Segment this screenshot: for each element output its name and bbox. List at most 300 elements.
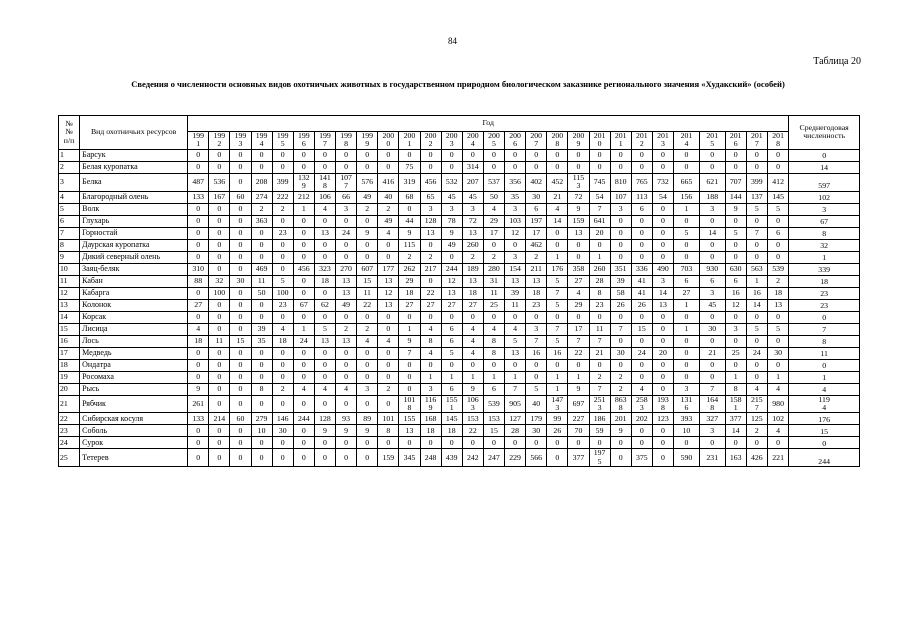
year-value: 1 [293,203,314,215]
year-value: 13 [441,287,462,299]
year-value: 0 [188,203,209,215]
year-value: 327 [699,413,725,425]
year-value: 1 [505,371,526,383]
year-value: 0 [652,215,673,227]
year-value: 377 [725,413,746,425]
year-value: 0 [378,437,399,449]
year-value: 0 [674,149,700,161]
year-value: 30 [767,347,788,359]
year-value: 0 [336,359,357,371]
year-value: 0 [293,215,314,227]
year-value: 563 [746,263,767,275]
year-value: 0 [293,227,314,239]
year-value: 153 [462,413,483,425]
year-value: 0 [547,227,568,239]
year-value: 27 [462,299,483,311]
year-value: 93 [336,413,357,425]
row-number: 21 [59,395,80,413]
year-value: 399 [272,173,293,191]
year-value: 0 [293,251,314,263]
year-value: 0 [746,359,767,371]
year-value: 30 [272,425,293,437]
year-value: 0 [188,287,209,299]
year-value: 9 [610,425,631,437]
year-value: 732 [652,173,673,191]
year-value: 16 [547,347,568,359]
year-value: 72 [462,215,483,227]
year-value: 0 [526,311,547,323]
year-value: 107 7 [336,173,357,191]
year-value: 75 [399,161,420,173]
year-value: 2 [526,251,547,263]
year-value: 0 [399,311,420,323]
year-value: 0 [699,239,725,251]
year-value: 1 [547,371,568,383]
year-value: 621 [699,173,725,191]
year-value: 469 [251,263,272,275]
year-value: 18 [767,287,788,299]
year-value: 9 [188,383,209,395]
year-value: 4 [293,383,314,395]
year-value: 0 [251,161,272,173]
year-value: 30 [230,275,251,287]
year-value: 0 [336,437,357,449]
year-value: 0 [314,161,335,173]
year-value: 9 [399,335,420,347]
year-value: 0 [357,371,378,383]
year-value: 0 [652,359,673,371]
year-value: 0 [209,203,230,215]
year-value: 0 [610,335,631,347]
year-value: 14 [652,287,673,299]
year-value: 0 [699,371,725,383]
year-value: 101 [378,413,399,425]
year-value: 0 [314,371,335,383]
year-value: 0 [314,437,335,449]
average-value: 18 [789,275,860,287]
year-value: 231 [699,449,725,467]
year-value: 0 [568,251,589,263]
year-value: 607 [357,263,378,275]
year-value: 116 9 [420,395,441,413]
year-value: 24 [631,347,652,359]
year-value: 144 [725,191,746,203]
year-value: 127 [505,413,526,425]
year-value: 13 [420,227,441,239]
year-value: 3 [699,425,725,437]
year-value: 8 [725,383,746,395]
average-value: 176 [789,413,860,425]
year-value: 260 [462,239,483,251]
year-value: 214 [209,413,230,425]
year-value: 13 [505,347,526,359]
year-value: 1 [441,371,462,383]
year-value: 0 [767,437,788,449]
year-value: 13 [652,299,673,311]
year-value: 363 [251,215,272,227]
row-number: 1 [59,149,80,161]
year-value: 54 [652,191,673,203]
year-value: 0 [699,359,725,371]
year-value: 0 [293,371,314,383]
year-value: 0 [631,335,652,347]
year-value: 13 [336,287,357,299]
year-value: 0 [230,239,251,251]
year-value: 4 [462,335,483,347]
year-value: 0 [209,299,230,311]
year-value: 0 [483,359,504,371]
year-value: 0 [251,347,272,359]
year-value: 1 [589,251,610,263]
year-value: 27 [420,299,441,311]
average-value: 102 [789,191,860,203]
year-value: 146 [272,413,293,425]
average-value: 7 [789,323,860,335]
year-value: 0 [699,161,725,173]
species-name: Колонок [80,299,188,311]
year-value: 3 [336,203,357,215]
year-value: 0 [314,287,335,299]
year-value: 0 [230,299,251,311]
year-value: 0 [357,215,378,227]
year-value: 0 [462,311,483,323]
row-number: 5 [59,203,80,215]
year-value: 248 [420,449,441,467]
year-value: 0 [610,215,631,227]
year-value: 590 [674,449,700,467]
year-value: 0 [230,371,251,383]
year-value: 131 6 [674,395,700,413]
year-value: 27 [674,287,700,299]
year-value: 0 [230,425,251,437]
year-value: 456 [420,173,441,191]
header-year: 201 2 [631,132,652,150]
year-value: 0 [188,161,209,173]
year-value: 0 [230,215,251,227]
year-value: 399 [746,173,767,191]
year-value: 0 [420,161,441,173]
year-value: 0 [725,239,746,251]
year-value: 50 [483,191,504,203]
year-value: 0 [652,149,673,161]
year-value: 4 [547,203,568,215]
year-value: 0 [378,395,399,413]
year-value: 0 [357,347,378,359]
year-value: 0 [652,323,673,335]
year-value: 68 [399,191,420,203]
header-year: 200 6 [505,132,526,150]
year-value: 8 [378,425,399,437]
year-value: 197 [526,215,547,227]
year-value: 641 [589,215,610,227]
year-value: 4 [314,203,335,215]
year-value: 665 [674,173,700,191]
row-number: 25 [59,449,80,467]
table-row [59,203,860,215]
year-value: 9 [462,383,483,395]
year-value: 0 [631,371,652,383]
year-value: 106 [314,191,335,203]
species-name: Корсак [80,311,188,323]
year-value: 0 [420,359,441,371]
year-value: 930 [699,263,725,275]
year-value: 54 [589,191,610,203]
species-name: Рябчик [80,395,188,413]
table-row [59,227,860,239]
year-value: 17 [483,227,504,239]
year-value: 5 [767,203,788,215]
year-value: 0 [357,149,378,161]
species-name: Рысь [80,383,188,395]
row-number: 24 [59,437,80,449]
header-year: 201 5 [699,132,725,150]
year-value: 0 [420,311,441,323]
year-value: 7 [505,383,526,395]
year-value: 0 [378,161,399,173]
year-value: 29 [399,275,420,287]
year-value: 11 [251,275,272,287]
year-value: 0 [230,161,251,173]
year-value: 1 [746,275,767,287]
year-value: 0 [314,239,335,251]
year-value: 0 [674,239,700,251]
year-value: 0 [336,347,357,359]
year-value: 0 [230,263,251,275]
year-value: 145 [767,191,788,203]
year-value: 323 [314,263,335,275]
header-year: 200 2 [420,132,441,150]
year-value: 6 [441,383,462,395]
average-value: 0 [789,359,860,371]
year-value: 0 [699,335,725,347]
year-value: 25 [725,347,746,359]
year-value: 0 [251,227,272,239]
year-value: 1 [399,323,420,335]
year-value: 215 7 [746,395,767,413]
year-value: 41 [631,275,652,287]
year-value: 0 [441,359,462,371]
year-value: 7 [589,335,610,347]
year-value: 7 [399,347,420,359]
year-value: 5 [547,275,568,287]
year-value: 0 [441,251,462,263]
year-value: 18 [441,425,462,437]
year-value: 18 [462,287,483,299]
year-value: 21 [699,347,725,359]
year-value: 16 [526,347,547,359]
header-year-group: Год [188,116,789,132]
table-row [59,425,860,437]
year-value: 9 [725,203,746,215]
year-value: 26 [547,425,568,437]
year-value: 13 [505,275,526,287]
year-value: 0 [293,311,314,323]
year-value: 197 5 [589,449,610,467]
row-number: 12 [59,287,80,299]
year-value: 227 [568,413,589,425]
year-value: 0 [188,251,209,263]
year-value: 0 [188,239,209,251]
year-value: 0 [526,437,547,449]
header-year: 199 8 [336,132,357,150]
year-value: 217 [420,263,441,275]
year-value: 2 [399,251,420,263]
year-value: 0 [652,161,673,173]
year-value: 0 [610,251,631,263]
year-value: 439 [441,449,462,467]
year-value: 128 [314,413,335,425]
year-value: 0 [652,311,673,323]
year-value: 0 [483,161,504,173]
year-value: 0 [505,437,526,449]
year-value: 0 [420,239,441,251]
year-value: 0 [209,425,230,437]
year-value: 0 [610,311,631,323]
year-value: 6 [725,275,746,287]
year-value: 14 [699,227,725,239]
average-value: 3 [789,203,860,215]
year-value: 155 1 [441,395,462,413]
species-name: Ондатра [80,359,188,371]
year-value: 27 [568,275,589,287]
year-value: 163 [725,449,746,467]
year-value: 5 [547,335,568,347]
table-label: Таблица 20 [813,56,861,67]
year-value: 26 [631,299,652,311]
year-value: 0 [674,251,700,263]
year-value: 0 [547,239,568,251]
year-value: 27 [399,299,420,311]
year-value: 0 [251,395,272,413]
year-value: 462 [526,239,547,251]
year-value: 24 [336,227,357,239]
year-value: 28 [505,425,526,437]
year-value: 0 [699,149,725,161]
population-table [58,115,860,467]
year-value: 0 [314,359,335,371]
header-year: 199 7 [314,132,335,150]
year-value: 128 [420,215,441,227]
year-value: 2 [483,251,504,263]
year-value: 13 [568,227,589,239]
year-value: 7 [589,203,610,215]
year-value: 0 [293,287,314,299]
year-value: 4 [336,383,357,395]
year-value: 113 [631,191,652,203]
year-value: 30 [526,191,547,203]
header-year: 200 7 [526,132,547,150]
year-value: 244 [441,263,462,275]
year-value: 1 [547,251,568,263]
year-value: 13 [462,227,483,239]
species-name: Волк [80,203,188,215]
year-value: 13 [336,275,357,287]
year-value: 319 [399,173,420,191]
species-name: Лисица [80,323,188,335]
species-name: Дикий северный олень [80,251,188,263]
year-value: 270 [336,263,357,275]
year-value: 9 [357,227,378,239]
year-value: 0 [357,395,378,413]
year-value: 9 [441,227,462,239]
year-value: 3 [462,203,483,215]
year-value: 9 [568,203,589,215]
year-value: 25 [483,299,504,311]
year-value: 0 [272,263,293,275]
year-value: 0 [230,149,251,161]
year-value: 0 [631,227,652,239]
year-value: 0 [505,239,526,251]
year-value: 2 [357,203,378,215]
row-number: 11 [59,275,80,287]
year-value: 13 [378,299,399,311]
year-value: 2 [610,383,631,395]
year-value: 4 [631,383,652,395]
average-value: 4 [789,383,860,395]
year-value: 145 [441,413,462,425]
year-value: 103 [505,215,526,227]
table-row [59,395,860,413]
year-value: 5 [547,299,568,311]
row-number: 4 [59,191,80,203]
year-value: 0 [230,227,251,239]
year-value: 44 [399,215,420,227]
year-value: 0 [272,437,293,449]
year-value: 0 [746,239,767,251]
header-year: 199 2 [209,132,230,150]
table-row [59,215,860,227]
year-value: 1 [568,371,589,383]
year-value: 8 [420,335,441,347]
average-value: 67 [789,215,860,227]
year-value: 0 [652,227,673,239]
year-value: 487 [188,173,209,191]
year-value: 125 [746,413,767,425]
average-value: 23 [789,287,860,299]
header-year: 201 4 [674,132,700,150]
table-row [59,149,860,161]
year-value: 0 [251,437,272,449]
year-value: 8 [251,383,272,395]
year-value: 24 [746,347,767,359]
year-value: 49 [357,191,378,203]
year-value: 167 [209,191,230,203]
year-value: 0 [674,311,700,323]
year-value: 0 [378,251,399,263]
row-number: 16 [59,335,80,347]
year-value: 106 3 [462,395,483,413]
page-number: 84 [448,36,457,46]
header-year: 200 4 [462,132,483,150]
year-value: 0 [505,161,526,173]
year-value: 0 [272,359,293,371]
table-title: Сведения о численности основных видов охотничьих животных в государственном природном биологическом заказнике регионального значения «Худакский» (особей) [131,79,785,89]
year-value: 0 [378,359,399,371]
year-value: 0 [462,359,483,371]
year-value: 9 [336,425,357,437]
year-value: 1 [547,383,568,395]
year-value: 0 [674,335,700,347]
year-value: 0 [272,395,293,413]
year-value: 0 [251,449,272,467]
year-value: 0 [209,251,230,263]
year-value: 201 [610,413,631,425]
year-value: 0 [746,215,767,227]
year-value: 2 [357,323,378,335]
year-value: 0 [746,251,767,263]
year-value: 0 [314,395,335,413]
year-value: 0 [610,239,631,251]
